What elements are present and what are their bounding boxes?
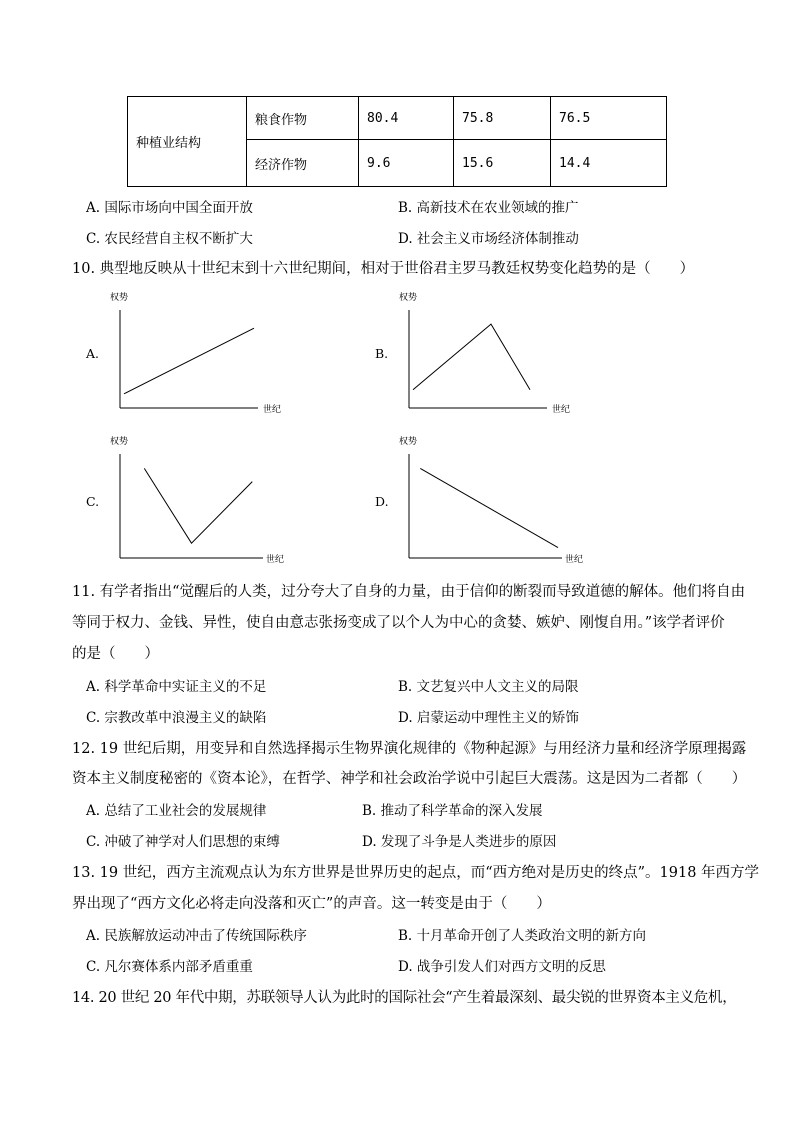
chart-c[interactable] — [108, 432, 293, 564]
table-cell: 15.6 — [454, 140, 551, 187]
q13-stem-line2: 界出现了“西方文化必将走向没落和灭亡”的声音。这一转变是由于（ ） — [72, 896, 551, 912]
q12-option-c[interactable]: C. 冲破了神学对人们思想的束缚 — [86, 834, 280, 850]
q13-option-c[interactable]: C. 凡尔赛体系内部矛盾重重 — [86, 959, 253, 975]
table-cell: 75.8 — [454, 97, 551, 140]
q11-option-d[interactable]: D. 启蒙运动中理性主义的矫饰 — [398, 710, 579, 726]
q9-option-d[interactable]: D. 社会主义市场经济体制推动 — [398, 231, 579, 247]
table-cell: 76.5 — [551, 97, 667, 140]
trend-line — [124, 328, 254, 394]
q10-option-c-label[interactable]: C. — [86, 494, 100, 509]
trend-line — [420, 468, 558, 547]
q10-option-b-label[interactable]: B. — [375, 346, 389, 361]
table-cell: 80.4 — [359, 97, 454, 140]
q11-stem-line2: 等同于权力、金钱、异性，使自由意志张扬变成了以个人为中心的贪婪、嫉妒、刚愎自用。”该学者评价 — [72, 615, 725, 631]
y-axis-label: 权势 — [110, 437, 129, 447]
x-axis-label: 世纪 — [263, 405, 282, 415]
planting-structure-table — [127, 96, 667, 187]
q11-option-b[interactable]: B. 文艺复兴中人文主义的局限 — [398, 679, 579, 695]
q13-option-d[interactable]: D. 战争引发人们对西方文明的反思 — [398, 959, 606, 975]
q11-option-c[interactable]: C. 宗教改革中浪漫主义的缺陷 — [86, 710, 267, 726]
trend-line — [144, 468, 252, 543]
chart-b[interactable] — [397, 288, 582, 416]
q9-option-c[interactable]: C. 农民经营自主权不断扩大 — [86, 231, 253, 247]
trend-line — [413, 324, 530, 390]
q11-stem-line1: 11. 有学者指出“觉醒后的人类，过分夸大了自身的力量，由于信仰的断裂而导致道德的解体。他们将自由 — [72, 584, 746, 600]
q10-option-a-label[interactable]: A. — [86, 346, 100, 361]
table-row-label: 经济作物 — [247, 140, 359, 187]
x-axis-label: 世纪 — [552, 405, 571, 415]
q12-stem-line2: 资本主义制度秘密的《资本论》，在哲学、神学和社会政治学说中引起巨大震荡。这是因为二者都（ ） — [72, 771, 747, 787]
q11-option-a[interactable]: A. 科学革命中实证主义的不足 — [86, 679, 267, 695]
y-axis-label: 权势 — [399, 437, 418, 447]
q12-stem-line1: 12. 19 世纪后期，用变异和自然选择揭示生物界演化规律的《物种起源》与用经济力量和经济学原理揭露 — [72, 741, 747, 757]
table-cell: 14.4 — [551, 140, 667, 187]
q12-option-a[interactable]: A. 总结了工业社会的发展规律 — [86, 803, 267, 819]
y-axis-label: 权势 — [399, 293, 418, 303]
table-row-header: 种植业结构 — [128, 97, 247, 187]
q10-option-d-label[interactable]: D. — [375, 494, 389, 509]
x-axis-label: 世纪 — [266, 555, 285, 564]
q13-option-b[interactable]: B. 十月革命开创了人类政治文明的新方向 — [398, 928, 647, 944]
y-axis-label: 权势 — [110, 293, 129, 303]
q9-option-b[interactable]: B. 高新技术在农业领域的推广 — [398, 200, 579, 216]
q10-stem: 10. 典型地反映从十世纪末到十六世纪期间，相对于世俗君主罗马教廷权势变化趋势的是（ ） — [72, 261, 695, 277]
q12-option-b[interactable]: B. 推动了科学革命的深入发展 — [362, 803, 543, 819]
table-row-label: 粮食作物 — [247, 97, 359, 140]
q13-option-a[interactable]: A. 民族解放运动冲击了传统国际秩序 — [86, 928, 307, 944]
q13-stem-line1: 13. 19 世纪，西方主流观点认为东方世界是世界历史的起点，而“西方绝对是历史的终点”。1918 年西方学 — [72, 865, 760, 881]
table-cell: 9.6 — [359, 140, 454, 187]
x-axis-label: 世纪 — [565, 555, 584, 564]
q11-stem-line3: 的是（ ） — [72, 646, 159, 662]
q14-stem-line1: 14. 20 世纪 20 年代中期，苏联领导人认为此时的国际社会“产生着最深刻、最尖锐的世界资本主义危机， — [72, 990, 737, 1006]
chart-d[interactable] — [397, 432, 592, 564]
chart-a[interactable] — [108, 288, 293, 416]
q12-option-d[interactable]: D. 发现了斗争是人类进步的原因 — [362, 834, 557, 850]
q9-option-a[interactable]: A. 国际市场向中国全面开放 — [86, 200, 253, 216]
